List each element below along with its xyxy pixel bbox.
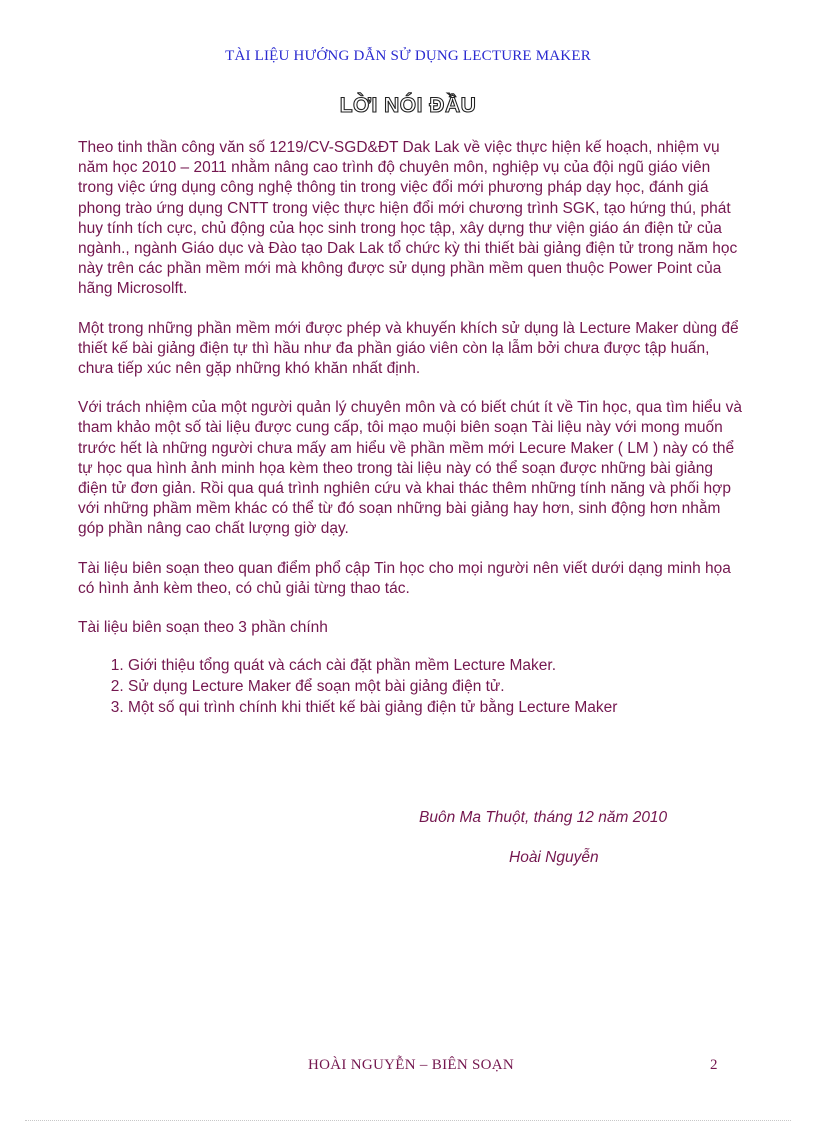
list-item: 2. Sử dụng Lecture Maker để soạn một bài giảng điện tử.: [128, 676, 746, 697]
page-number: 2: [710, 1057, 718, 1073]
document-header: TÀI LIỆU HƯỚNG DẪN SỬ DỤNG LECTURE MAKER: [225, 48, 591, 64]
list-item: 3. Một số qui trình chính khi thiết kế bài giảng điện tử bằng Lecture Maker: [128, 697, 746, 718]
signature-name: Hoài Nguyễn: [509, 849, 599, 866]
signature-place-date: Buôn Ma Thuột, tháng 12 năm 2010: [419, 809, 668, 826]
paragraph-approach: Tài liệu biên soạn theo quan điểm phổ cập Tin học cho mọi người nên viết dưới dạng minh họa có hình ảnh kèm theo, có chủ giải từng thao tác.: [78, 559, 731, 597]
page-title: LỜI NÓI ĐẦU: [339, 94, 477, 117]
page-bottom-edge: [25, 1120, 791, 1121]
document-body: [78, 138, 746, 718]
list-item: 1. Giới thiệu tổng quát và cách cài đặt phần mềm Lecture Maker.: [128, 655, 746, 676]
footer-author: HOÀI NGUYỄN – BIÊN SOẠN: [308, 1057, 515, 1073]
paragraph-intro: Theo tinh thần công văn số 1219/CV-SGD&ĐT Dak Lak về việc thực hiện kế hoạch, nhiệm vụ năm học 2010 – 2011 nhằm nâng cao trình độ chuyên môn, nghiệp vụ của đội ngũ giáo viên trong việc ứng dụng công nghệ thông tin trong việc đổi mới phương pháp dạy học, đánh giá phong trào ứng dụng CNTT trong việc thực hiện đổi mới chương trình SGK, tạo hứng thú, phát huy tính tích cực, chủ động của học sinh trong học tập, xây dựng thư viện giáo án điện tử của ngành., ngành Giáo dục và Đào tạo Dak Lak tổ chức kỳ thi thiết bài giảng điện tử trong năm học này trên các phần mềm mới mà không được sử dụng phần mềm quen thuộc Power Point của hãng Microsolft.: [78, 139, 738, 298]
paragraph-lecture-maker: Một trong những phần mềm mới được phép và khuyến khích sử dụng là Lecture Maker dùng để thiết kế bài giảng điện tự thì hầu như đa phần giáo viên còn lạ lẫm bởi chưa được tập huấn, chưa tiếp xúc nên gặp những khó khăn nhất định.: [78, 319, 739, 378]
paragraph-responsibility: Với trách nhiệm của một người quản lý chuyên môn và có biết chút ít về Tin học, qua tìm hiểu và tham khảo một số tài liệu được cung cấp, tôi mạo muội biên soạn Tài liệu này với mong muốn trước hết là những người chưa mấy am hiểu về phần mềm mới Lecure Maker ( LM ) này có thể tự học qua hình ảnh minh họa kèm theo trong tài liệu này có thể soạn được những bài giảng điện tử đơn giản. Rồi qua quá trình nghiên cứu và khai thác thêm những tính năng và phối hợp với những phầm mềm khác có thể từ đó soạn những bài giảng hay hơn, sinh động hơn nhằm góp phần nâng cao chất lượng giờ dạy.: [78, 399, 742, 538]
paragraph-sections-intro: Tài liệu biên soạn theo 3 phần chính: [78, 619, 328, 637]
sections-list: [78, 655, 746, 718]
